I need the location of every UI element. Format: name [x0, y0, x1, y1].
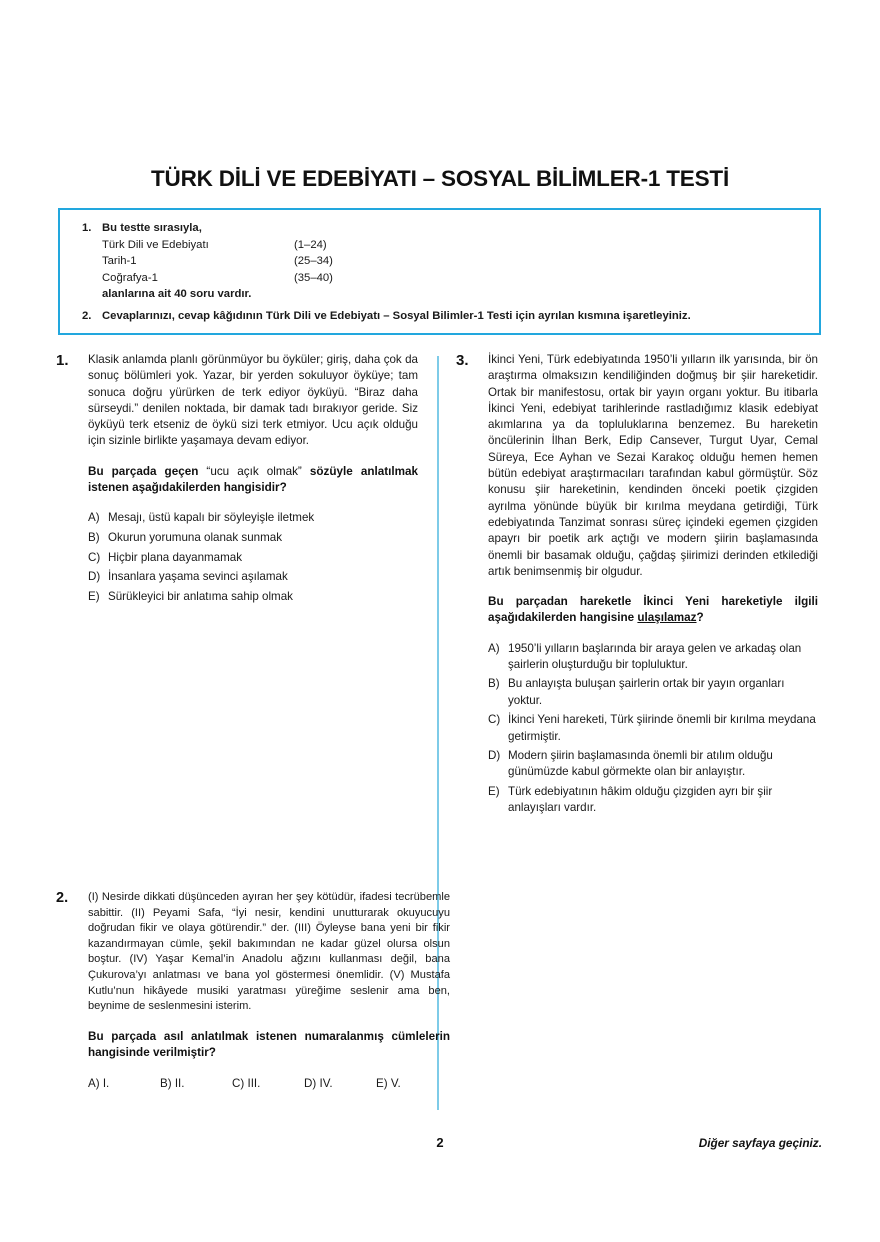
question-3	[456, 352, 818, 817]
question-3-options	[488, 641, 818, 817]
option-c-letter: C)	[488, 713, 501, 727]
option-e[interactable]	[376, 1077, 448, 1090]
option-d[interactable]	[88, 569, 418, 585]
instruction-2-number: 2.	[82, 309, 92, 322]
left-column	[56, 352, 418, 609]
instruction-1-heading: Bu testte sırasıyla,	[102, 222, 202, 234]
page-title: TÜRK DİLİ VE EDEBİYATI – SOSYAL BİLİMLER-1 TESTİ	[151, 166, 729, 191]
subject-name: Tarih-1	[102, 255, 137, 268]
option-a-text: Mesajı, üstü kapalı bir söyleyişle iletmek	[108, 511, 315, 525]
option-b-letter: B)	[160, 1077, 172, 1091]
option-a-letter: A)	[88, 511, 100, 525]
question-2-number: 2.	[56, 890, 69, 906]
subject-range: (25–34)	[294, 255, 333, 268]
instruction-1-number: 1.	[82, 222, 92, 234]
option-d-letter: D)	[304, 1077, 317, 1091]
option-b-text: II.	[174, 1077, 185, 1091]
option-d-text: Modern şiirin başlamasında önemli bir atılım olduğu günümüzde kabul görmekte olan bir anlayıştır.	[508, 749, 773, 779]
question-2-stem: Bu parçada asıl anlatılmak istenen numaralanmış cümlelerin hangisinde verilmiştir?	[88, 1029, 450, 1059]
option-d-text: İnsanlara yaşama sevinci aşılamak	[108, 570, 288, 584]
question-1-stem-pre: Bu parçada geçen	[88, 464, 207, 478]
instruction-item-2	[72, 308, 807, 325]
option-a-text: I.	[102, 1077, 110, 1091]
next-page-note: Diğer sayfaya geçiniz.	[698, 1136, 822, 1150]
subject-name: Coğrafya-1	[102, 271, 158, 284]
subject-row	[102, 253, 807, 270]
question-2-options	[88, 1077, 450, 1090]
right-column	[456, 352, 818, 820]
question-1-stem	[88, 464, 418, 496]
option-d[interactable]	[488, 748, 818, 780]
option-e-letter: E)	[88, 590, 100, 603]
option-d-letter: D)	[88, 570, 101, 584]
question-1-passage: Klasik anlamda planlı görünmüyor bu öyküler; giriş, daha çok da sonuç bölümleri yok. Yazar, bir yerden sokuluyor öyküye; tam sonuca doğru yürürken de terk ediyor öyküyü. “Biraz daha sürseydi.” denilen noktada, bir damak tadı bırakıyor geride. Siz öyküyü terk etseniz de öykü sizi terk etmiyor. Ucu açık olduğu için sizinle birlikte yaşamaya devam ediyor.	[88, 353, 418, 448]
subject-row	[102, 270, 807, 287]
option-e-letter: E)	[488, 785, 500, 799]
question-1-number: 1.	[56, 352, 69, 369]
option-e[interactable]	[488, 784, 818, 816]
option-d[interactable]	[304, 1077, 376, 1090]
question-2	[56, 890, 450, 1090]
option-b[interactable]	[488, 676, 818, 708]
question-3-passage: İkinci Yeni, Türk edebiyatında 1950’li yılların ilk yarısında, bir ön araştırma olmaksızın kendiliğinden doğmuş bir şiir hareketidir. Ortak bir manifestosu, ortak bir yayın organı yoktur. Bu itibarla İkinci Yeni, edebiyat tarihlerinde rastladığımız klasik edebiyat akımlarına ya da topluluklarına benzemez. Bu hareketin öncülerinin İlhan Berk, Edip Cansever, Turgut Uyar, Cemal Süreya, Ece Ayhan ve Sezai Karakoç olduğu hemen hemen bütün edebiyat araştırmacıları tarafından kabul görmüştür. Söz konusu şiir hareketinin, kendinden önceki poetik çizgiden ayrılma yönünde büyük bir kırılma meydana getirdiği, Türk edebiyatında Tanzimat sonrası süreç içindeki egemen çizgiden apayrı bir poetik ark açtığı ve modern şiirin başlamasında önemli bir basamak olduğu, çağdaş şiirimizi derinden etkilediği artık benimsenmiş bir olgudur.	[488, 353, 818, 578]
instructions-box	[58, 208, 821, 335]
option-e-text: V.	[390, 1077, 401, 1091]
question-2-passage: (I) Nesirde dikkati düşünceden ayıran her şey kötüdür, ifadesi tecrübemle sabittir. (II) Peyami Safa, “İyi nesir, kendini unutturarak okuyucuyu doğrudan fikir ve olaya götürendir.” der. (III) Öyleyse bana yeni bir fikir kazandırmayan cümle, şekil bakımından ne kadar güzel olursa olsun boştur. (IV) Yaşar Kemal’in Anadolu ağzını kullanması değil, bana Çukurova’yı anlatması ve bana yol göstermesi önemlidir. (V) Mustafa Kutlu’nun hikâyede musiki yaratması yüreğime seslenir ama ben, beynime de seslenmesini isterim.	[88, 891, 450, 1013]
option-d-letter: D)	[488, 749, 501, 763]
option-b-letter: B)	[88, 530, 100, 544]
question-1	[56, 352, 418, 605]
option-a[interactable]	[88, 1077, 160, 1090]
question-1-options	[88, 510, 418, 605]
option-b-letter: B)	[488, 677, 500, 691]
instruction-item-1	[72, 220, 807, 303]
option-c-letter: C)	[88, 550, 101, 564]
question-3-stem-post: ?	[696, 611, 704, 625]
question-1-stem-post: sözüyle anlatılmak istenen aşağıdakilerden hangisidir?	[88, 464, 418, 494]
option-d-text: IV.	[319, 1077, 333, 1091]
subject-name: Türk Dili ve Edebiyatı	[102, 238, 209, 251]
option-c[interactable]	[232, 1077, 304, 1090]
option-c-text: Hiçbir plana dayanmamak	[108, 550, 243, 564]
option-a[interactable]	[488, 641, 818, 673]
page-number: 2	[436, 1135, 444, 1150]
option-e[interactable]	[88, 589, 418, 605]
option-c[interactable]	[88, 550, 418, 566]
question-3-stem-pre: Bu parçadan hareketle İkinci Yeni hareketiyle ilgili aşağıdakilerden hangisine	[488, 595, 818, 625]
question-3-stem-underlined: ulaşılamaz	[637, 611, 697, 625]
instruction-2-text: Cevaplarınızı, cevap kâğıdının Türk Dili ve Edebiyatı – Sosyal Bilimler-1 Testi için ayrılan kısmına işaretleyiniz.	[102, 309, 691, 322]
option-b[interactable]	[88, 530, 418, 546]
option-b[interactable]	[160, 1077, 232, 1090]
option-a-text: 1950’li yılların başlarında bir araya gelen ve arkadaş olan şairlerin oluşturduğu bir topluluktur.	[508, 641, 802, 671]
option-c-text: İkinci Yeni hareketi, Türk şiirinde önemli bir kırılma meydana getirmiştir.	[508, 713, 816, 743]
option-a-letter: A)	[88, 1077, 100, 1091]
subject-range: (35–40)	[294, 271, 333, 284]
option-e-text: Sürükleyici bir anlatıma sahip olmak	[108, 590, 293, 603]
subject-row	[102, 237, 807, 254]
subject-range: (1–24)	[294, 238, 327, 251]
option-c[interactable]	[488, 712, 818, 744]
option-b-text: Okurun yorumuna olanak sunmak	[108, 530, 282, 544]
option-a[interactable]	[88, 510, 418, 526]
instruction-1-footer: alanlarına ait 40 soru vardır.	[102, 288, 252, 301]
option-c-letter: C)	[232, 1077, 245, 1091]
question-1-stem-quote: “ucu açık olmak”	[206, 464, 302, 478]
option-a-letter: A)	[488, 641, 500, 655]
option-e-text: Türk edebiyatının hâkim olduğu çizgiden ayrı bir şiir anlayışları vardır.	[508, 785, 773, 815]
option-b-text: Bu anlayışta buluşan şairlerin ortak bir yayın organları yoktur.	[508, 677, 785, 707]
option-e-letter: E)	[376, 1077, 388, 1091]
question-3-number: 3.	[456, 352, 469, 369]
instruction-1-body	[102, 220, 807, 303]
question-3-stem	[488, 594, 818, 626]
option-c-text: III.	[247, 1077, 261, 1091]
